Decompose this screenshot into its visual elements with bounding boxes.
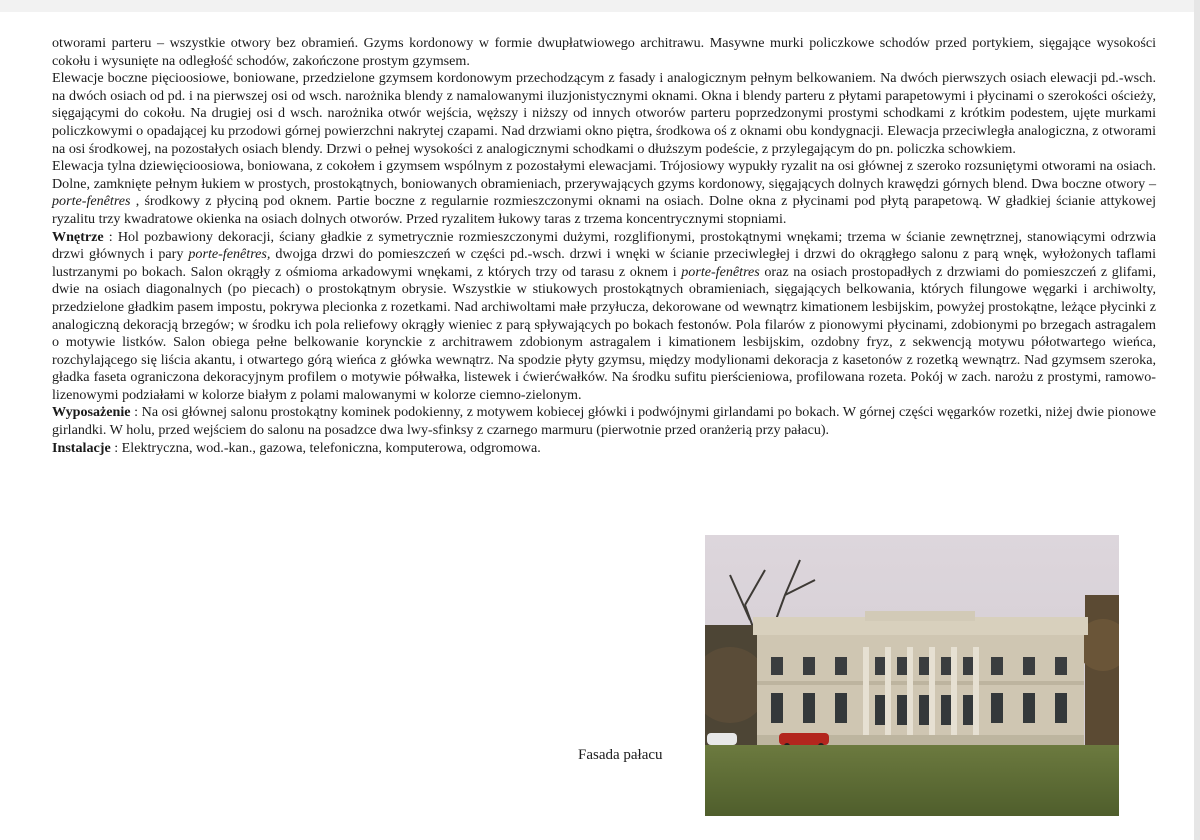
paragraph-text: porte-fenêtres (52, 193, 131, 210)
document-body (52, 35, 1156, 457)
paragraph-text: oraz na osiach prostopadłych z drzwiami do pomieszczeń z glifami, dwie na osiach diagonalnych (po piecach) o prostokątnym obrysie. Wszystkie w stiukowych prostokątnych obramieniach, sięgających belkowania, których filungowe węgarki i archiwolty, przedzielone gładkim pasem impostu, pokrywa plecionka z rozetkami. Nad archiwoltami małe przyłucza, dekorowane od wewnątrz kimationem lesbijskim, powyżej prostokątne, leżące płycinki z analogiczną dekoracją brzegów; w środku ich pola reliefowy okrągły wieniec z parą spływających po bokach festonów. Pola filarów z pionowymi płycinami, zdobionymi po brzegach astragalem o motywie listków. Salon obiega pełne belkowanie korynckie z architrawem zdobionym astragalem i kimationem lesbijskim, ozdobny fryz, z sekwencją motywu półotwartego wieńca, rozchylającego się liścia akantu, i otwartego górą wieńca z główka wewnątrz. Na spodzie płyty gzymsu, między modylionami dekoracja z kasetonów z rozetką wewnątrz. Nad gzymsem szeroka, gładka faseta ograniczona dekoracyjnym profilem o motywie półwałka, listewek i ćwierćwałków. Na środku sufitu pierścieniowa, profilowana rozeta. Pokój w zach. narożu z prostymi, ramowo-lizenowymi podziałami w kolorze białym z polami malowanymi w kolorze ciemno-zielonym. (52, 263, 1157, 403)
page-edge (0, 0, 1200, 12)
paragraph-text: , środkowy z płyciną pod oknem. Partie boczne z regularnie rozmieszczonymi oknami na osiach. Dolne okna z płycinami pod płytą parapetową. W gładkiej ścianie attykowej ryzalitu trzy kwadratowe okienka na osiach dolnych otworów. Przed ryzalitem łukowy taras z trzema koncentrycznymi stopniami. (52, 193, 1156, 227)
paragraph-text: porte-fenêtres (681, 263, 760, 280)
paragraph-text: dwojga drzwi do pomieszczeń w części pd.-wsch. drzwi i wnęki w ścianie przeciwległej i drzwi do okrągłego salonu z parą wnęk, wyłożonych taflami lustrzanymi po bokach. Salon okrągły z ośmioma arkadowymi wnękami, z których trzy od tarasu z oknem i (52, 246, 1156, 280)
paragraph (52, 404, 1156, 439)
section-heading: Wyposażenie (52, 404, 131, 421)
section-heading: Instalacje (52, 439, 111, 456)
paragraph-text: Elewacja tylna dziewięcioosiowa, boniowana, z cokołem i gzymsem wspólnym z pozostałymi elewacjami. Trójosiowy wypukły ryzalit na osi głównej z szeroko rozsuniętymi otworami na osiach. Dolne, zamknięte pełnym łukiem w prostych, prostokątnych, boniowanych obramieniach, przerywających gzyms kordonowy, sięgających dolnych krawędzi górnych blend. Dwa boczne otwory – (52, 158, 1156, 192)
paragraph-text: porte-fenêtres, (188, 246, 271, 263)
palace-facade-photo (705, 535, 1119, 816)
paragraph-text: : Na osi głównej salonu prostokątny kominek podokienny, z motywem kobiecej główki i podwójnymi girlandami po bokach. W górnej części węgarków rozetki, niżej dwie pionowe girlandki. W holu, przed wejściem do salonu na posadzce dwa lwy-sfinksy z czarnego marmuru (pierwotnie przed oranżerią przy pałacu). (52, 404, 1156, 439)
section-heading: Wnętrze (52, 228, 104, 245)
paragraph (52, 70, 1156, 158)
paragraph-text: : Hol pozbawiony dekoracji, ściany gładkie z symetrycznie rozmieszczonymi dużymi, rozglifionymi, prostokątnymi wnękami; trzema w ścianie zewnętrznej, stanowiącymi odrzwia drzwi głównych i pary (52, 228, 1156, 263)
paragraph (52, 35, 1156, 70)
paragraph (52, 158, 1156, 228)
paragraph-text: Elewacje boczne pięcioosiowe, boniowane, przedzielone gzymsem kordonowym przechodzącym z fasady i analogicznym pełnym belkowaniem. Na dwóch pierwszych osiach elewacji pd.-wsch. na dwóch osiach od pd. i na pierwszej osi od wsch. narożnika blendy z namalowanymi iluzjonistycznymi oknami. Okna i blendy parteru z płytami parapetowymi i płycinami o szerokości ościeży, sięgającymi do cokołu. Na drugiej osi d wsch. narożnika otwór wejścia, węższy i niższy od innych otworów parteru poprzedzonymi prostymi schodkami z krótkim podestem, ujęte murkami policzkowymi o opadającej ku przodowi górnej powierzchni nakrytej czapami. Nad drzwiami okno piętra, środkowa oś z oknami obu kondygnacji. Elewacja przeciwległa analogiczna, z otworami na osi środkowej, na pozostałych osiach blendy. Drzwi o pełnej wysokości z analogicznymi schodkami o dłuższym podeście, z przylegającym do pn. policzka schowkiem. (52, 70, 1157, 157)
paragraph (52, 229, 1156, 405)
paragraph (52, 440, 1156, 458)
page-edge-right (1194, 0, 1200, 840)
paragraph-text: : Elektryczna, wod.-kan., gazowa, telefoniczna, komputerowa, odgromowa. (110, 439, 541, 456)
photo-caption: Fasada pałacu (578, 747, 663, 763)
paragraph-text: otworami parteru – wszystkie otwory bez obramień. Gzyms kordonowy w formie dwupłatwiowego architrawu. Masywne murki policzkowe schodów przed portykiem, sięgające wysokości cokołu i wysunięte na odległość schodów, zakończone prostym gzymsem. (52, 35, 1156, 69)
